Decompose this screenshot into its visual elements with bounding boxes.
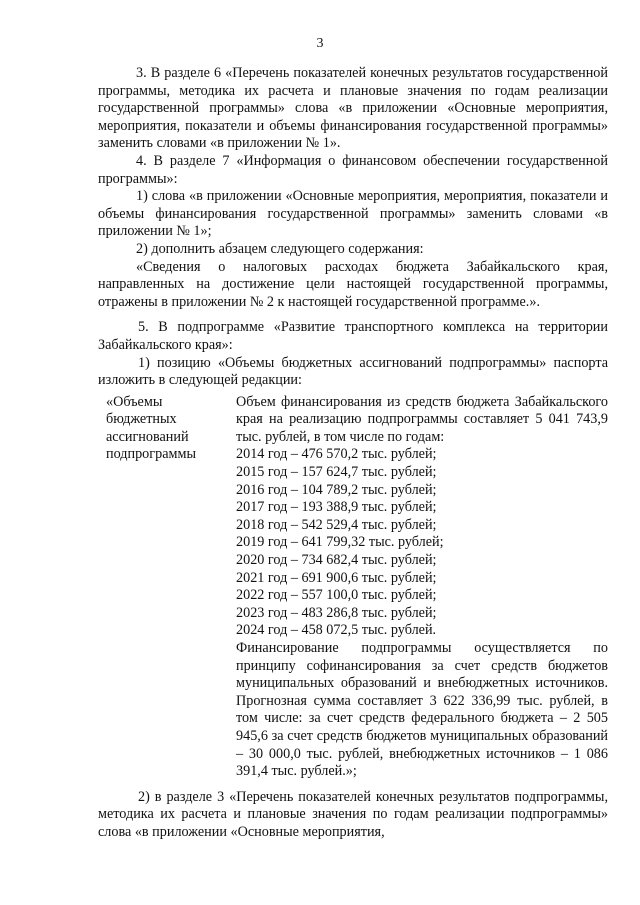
passport-position-table — [98, 394, 608, 781]
year-line: 2023 год – 483 286,8 тыс. рублей; — [236, 604, 437, 621]
paragraph-5: 5. В подпрограмме «Развитие транспортного комплекса на территории Забайкальского края»: — [98, 319, 608, 353]
year-line: 2016 год – 104 789,2 тыс. рублей; — [236, 481, 437, 498]
paragraph-4: 4. В разделе 7 «Информация о финансовом обеспечении государственной программы»: — [98, 152, 608, 187]
year-line: 2018 год – 542 529,4 тыс. рублей; — [236, 516, 437, 533]
year-line: 2024 год – 458 072,5 тыс. рублей. — [236, 622, 437, 639]
year-line: 2019 год – 641 799,32 тыс. рублей; — [236, 534, 444, 551]
table-left-label: «Объемы бюджетных ассигнований подпрограммы — [106, 393, 196, 463]
year-line: 2015 год – 157 624,7 тыс. рублей; — [236, 464, 437, 481]
paragraph-4-item-2: 2) дополнить абзацем следующего содержания: — [136, 240, 424, 257]
financing-intro: Объем финансирования из средств бюджета Забайкальского края на реализацию подпрограммы составляет 5 041 743,9 тыс. рублей, в том числе по годам: — [236, 393, 608, 445]
year-line: 2020 год – 734 682,4 тыс. рублей; — [236, 552, 437, 569]
document-body — [98, 65, 608, 842]
paragraph-4-item-1: 1) слова «в приложении «Основные мероприятия, мероприятия, показатели и объемы финансирования государственной программы» заменить словами «в приложении № 1»; — [98, 188, 608, 240]
year-line: 2017 год – 193 388,9 тыс. рублей; — [236, 499, 437, 516]
paragraph-5-item-2: 2) в разделе 3 «Перечень показателей конечных результатов подпрограммы, методика их расчета и плановые значения по годам реализации подпрограммы» слова «в приложении «Основные мероприятия, — [98, 788, 608, 840]
paragraph-3: 3. В разделе 6 «Перечень показателей конечных результатов государственной программы, методика их расчета и плановые значения по годам реализации государственной программы» слова «в приложении «Основные мероприятия, мероприятия, показатели и объемы финансирования государственной программы» заменить словами «в приложении № 1». — [98, 65, 608, 152]
paragraph-5-item-1: 1) позицию «Объемы бюджетных ассигнований подпрограммы» паспорта изложить в следующей редакции: — [98, 354, 608, 389]
paragraph-4-quote: «Сведения о налоговых расходах бюджета Забайкальского края, направленных на достижение цели настоящей государственной программы, отражены в приложении № 2 к настоящей государственной программе.». — [98, 258, 608, 310]
cofinancing-text: Финансирование подпрограммы осуществляется по принципу софинансирования за счет средств бюджетов муниципальных образований и внебюджетных источников. Прогнозная сумма составляет 3 622 336,99 тыс. рублей, в том числе: за счет средств федерального бюджета – 2 505 945,6 за счет средств бюджетов муниципальных образований – 30 000,0 тыс. рублей, внебюджетных источников – 1 086 391,4 тыс. рублей.»; — [236, 640, 608, 780]
page-number: 3 — [316, 36, 324, 51]
year-line: 2022 год – 557 100,0 тыс. рублей; — [236, 587, 437, 604]
year-line: 2014 год – 476 570,2 тыс. рублей; — [236, 446, 437, 463]
table-right-content — [236, 394, 608, 781]
year-list — [236, 446, 608, 640]
year-line: 2021 год – 691 900,6 тыс. рублей; — [236, 569, 437, 586]
